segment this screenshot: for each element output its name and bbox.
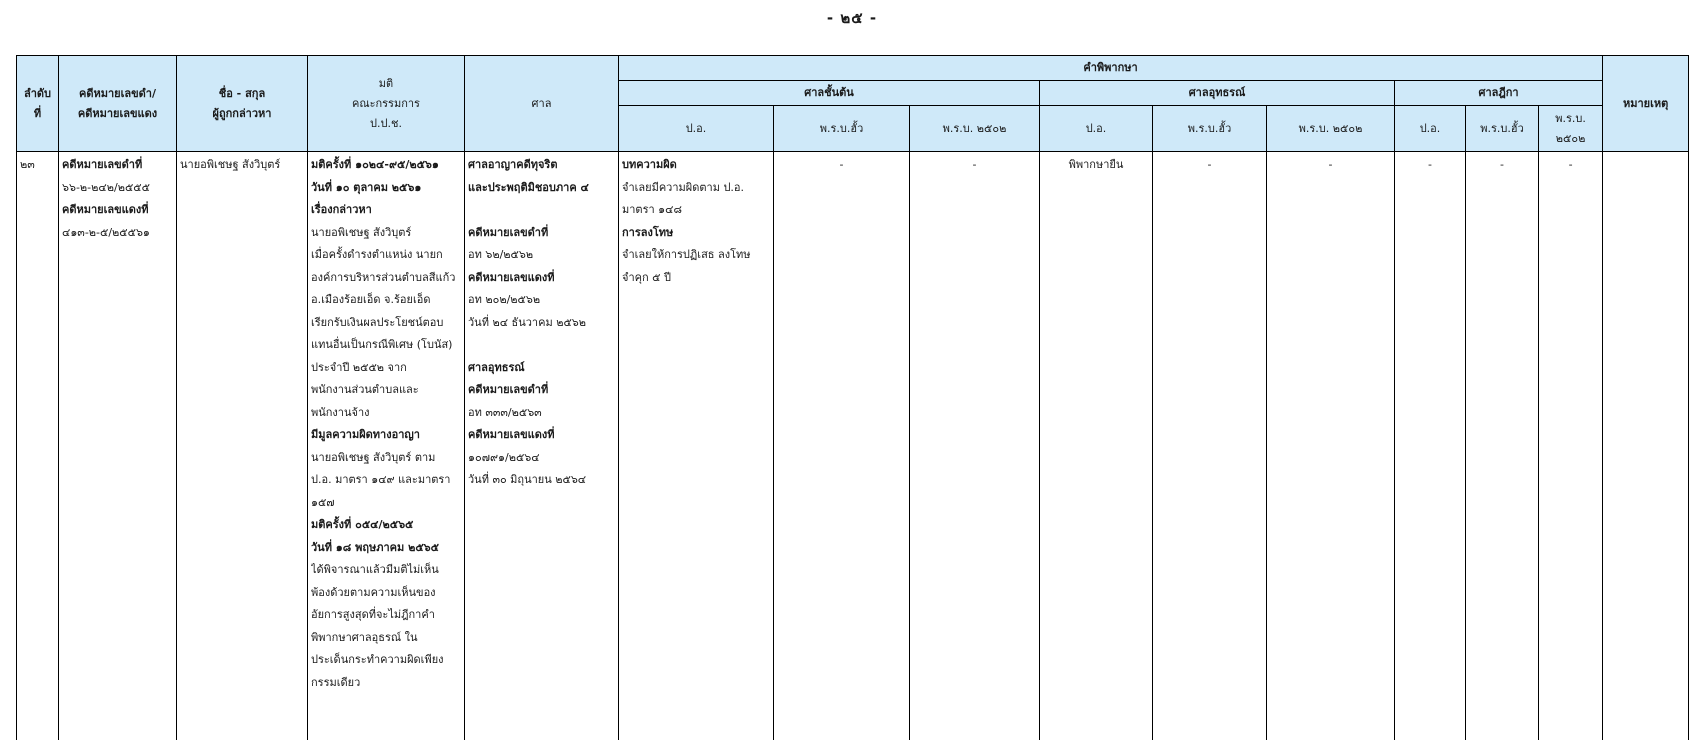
judgment-table xyxy=(16,55,1689,740)
cell-appeal-pr-2502: - xyxy=(1267,152,1395,740)
text-line: ศาลอุทธรณ์ xyxy=(468,360,525,374)
text-line: อท ๒๐๒/๒๕๖๒ xyxy=(468,293,541,306)
header-court: ศาล xyxy=(465,56,619,152)
header-first-pr-2502: พ.ร.บ. ๒๕๐๒ xyxy=(910,106,1040,152)
header-first-court: ศาลชั้นต้น xyxy=(619,81,1040,106)
text-line: กรรมเดียว xyxy=(311,675,361,689)
text-line: นายอพิเชษฐ สังวิบุตร์ ตาม xyxy=(311,450,436,464)
text-line: จำเลยมีความผิดตาม ป.อ. xyxy=(622,180,745,194)
text-line: ๖๖-๒-๒๔๒/๒๕๕๕ xyxy=(62,180,150,194)
text-line: อ.เมืองร้อยเอ็ด จ.ร้อยเอ็ด xyxy=(311,293,431,306)
text-line: พิพากษาศาลอุธรณ์ ใน xyxy=(311,630,418,644)
cell-case-number xyxy=(59,152,177,740)
cell-appeal-pa: พิพากษายืน xyxy=(1040,152,1153,740)
text-line: เรื่องกล่าวหา xyxy=(311,203,372,216)
header-resolution: มติ คณะกรรมการ ป.ป.ช. xyxy=(308,56,465,152)
cell-supreme-pa: - xyxy=(1395,152,1466,740)
text-line: เรียกรับเงินผลประโยชน์ตอบ xyxy=(311,315,444,329)
page-number: - ๒๕ - xyxy=(826,9,878,27)
header-appeal-court: ศาลอุทธรณ์ xyxy=(1040,81,1395,106)
text-line: ได้พิจารณาแล้วมีมติไม่เห็น xyxy=(311,563,439,576)
text-line: แทนอื่นเป็นกรณีพิเศษ (โบนัส) xyxy=(311,338,453,351)
text-line: และประพฤติมิชอบภาค ๔ xyxy=(468,180,589,194)
header-appeal-pr-hua: พ.ร.บ.ฮั้ว xyxy=(1153,106,1267,152)
text-line: มติครั้งที่ ๐๕๔/๒๕๖๕ xyxy=(311,518,414,531)
cell-supreme-pr-2502: - xyxy=(1539,152,1603,740)
header-accused-name: ชื่อ - สกุล ผู้ถูกกล่าวหา xyxy=(177,56,308,152)
cell-accused-name: นายอพิเชษฐ สังวิบุตร์ xyxy=(177,152,308,740)
text-line: องค์การบริหารส่วนตำบลสีแก้ว xyxy=(311,270,456,284)
text-line: ป.อ. มาตรา ๑๔๙ และมาตรา xyxy=(311,473,451,486)
text-line: วันที่ ๑๘ พฤษภาคม ๒๕๖๕ xyxy=(311,540,439,554)
cell-order: ๒๓ xyxy=(17,152,59,740)
text-line: พนักงานจ้าง xyxy=(311,405,370,419)
header-first-pa: ป.อ. xyxy=(619,106,774,152)
header-order: ลำดับ ที่ xyxy=(17,56,59,152)
text-line: บทความผิด xyxy=(622,158,677,171)
text-line: ประจำปี ๒๕๕๒ จาก xyxy=(311,360,407,374)
text-line: เมื่อครั้งดำรงตำแหน่ง นายก xyxy=(311,248,443,261)
text-line: นายอพิเชษฐ สังวิบุตร์ xyxy=(311,225,412,239)
header-supreme-pr-hua: พ.ร.บ.ฮั้ว xyxy=(1466,106,1539,152)
text-line: ๑๐๗๙๑/๒๕๖๔ xyxy=(468,450,540,464)
table-row xyxy=(17,152,1689,740)
text-line: อัยการสูงสุดที่จะไม่ฎีกาคำ xyxy=(311,608,435,621)
text-line: พนักงานส่วนตำบลและ xyxy=(311,383,419,396)
header-appeal-pa: ป.อ. xyxy=(1040,106,1153,152)
text-line: มีมูลความผิดทางอาญา xyxy=(311,428,420,441)
text-line: ๔๑๓-๒-๕/๒๕๕๖๑ xyxy=(62,225,150,239)
text-line: อท ๓๓๓/๒๕๖๓ xyxy=(468,405,542,419)
text-line: พ้องด้วยตามความเห็นของ xyxy=(311,585,436,599)
text-line: อท ๖๒/๒๕๖๒ xyxy=(468,248,534,261)
text-line: มติครั้งที่ ๑๐๒๔-๙๕/๒๕๖๑ xyxy=(311,158,439,171)
text-line: คดีหมายเลขดำที่ xyxy=(62,158,143,171)
text-line: ประเด็นกระทำความผิดเพียง xyxy=(311,653,444,666)
cell-resolution xyxy=(308,152,465,740)
text-line: ศาลอาญาคดีทุจริต xyxy=(468,158,558,171)
text-line: คดีหมายเลขดำที่ xyxy=(468,225,549,239)
text-line: วันที่ ๓๐ มิถุนายน ๒๕๖๔ xyxy=(468,473,587,486)
text-line: ๑๕๗ xyxy=(311,495,335,509)
header-appeal-pr-2502: พ.ร.บ. ๒๕๐๒ xyxy=(1267,106,1395,152)
cell-appeal-pr-hua: - xyxy=(1153,152,1267,740)
cell-supreme-pr-hua: - xyxy=(1466,152,1539,740)
text-line: คดีหมายเลขแดงที่ xyxy=(62,203,149,216)
header-supreme-pr-2502: พ.ร.บ. ๒๕๐๒ xyxy=(1539,106,1603,152)
cell-remark xyxy=(1603,152,1689,740)
text-line: คดีหมายเลขแดงที่ xyxy=(468,270,555,284)
text-line: จำเลยให้การปฏิเสธ ลงโทษ xyxy=(622,248,751,261)
header-case-number: คดีหมายเลขดำ/ คดีหมายเลขแดง xyxy=(59,56,177,152)
header-judgment: คำพิพากษา xyxy=(619,56,1603,81)
cell-first-pr-hua: - xyxy=(774,152,910,740)
header-remark: หมายเหตุ xyxy=(1603,56,1689,152)
text-line: วันที่ ๒๔ ธันวาคม ๒๕๖๒ xyxy=(468,315,587,329)
header-supreme-pa: ป.อ. xyxy=(1395,106,1466,152)
text-line: คดีหมายเลขดำที่ xyxy=(468,383,549,396)
cell-first-pa xyxy=(619,152,774,740)
cell-court xyxy=(465,152,619,740)
text-line: การลงโทษ xyxy=(622,225,674,239)
cell-first-pr-2502: - xyxy=(910,152,1040,740)
text-line xyxy=(468,334,615,357)
text-line xyxy=(468,199,615,222)
header-supreme-court: ศาลฎีกา xyxy=(1395,81,1603,106)
text-line: วันที่ ๑๐ ตุลาคม ๒๕๖๑ xyxy=(311,180,422,194)
text-line: มาตรา ๑๔๘ xyxy=(622,203,682,216)
header-first-pr-hua: พ.ร.บ.ฮั้ว xyxy=(774,106,910,152)
text-line: คดีหมายเลขแดงที่ xyxy=(468,428,555,441)
text-line: จำคุก ๕ ปี xyxy=(622,270,671,284)
